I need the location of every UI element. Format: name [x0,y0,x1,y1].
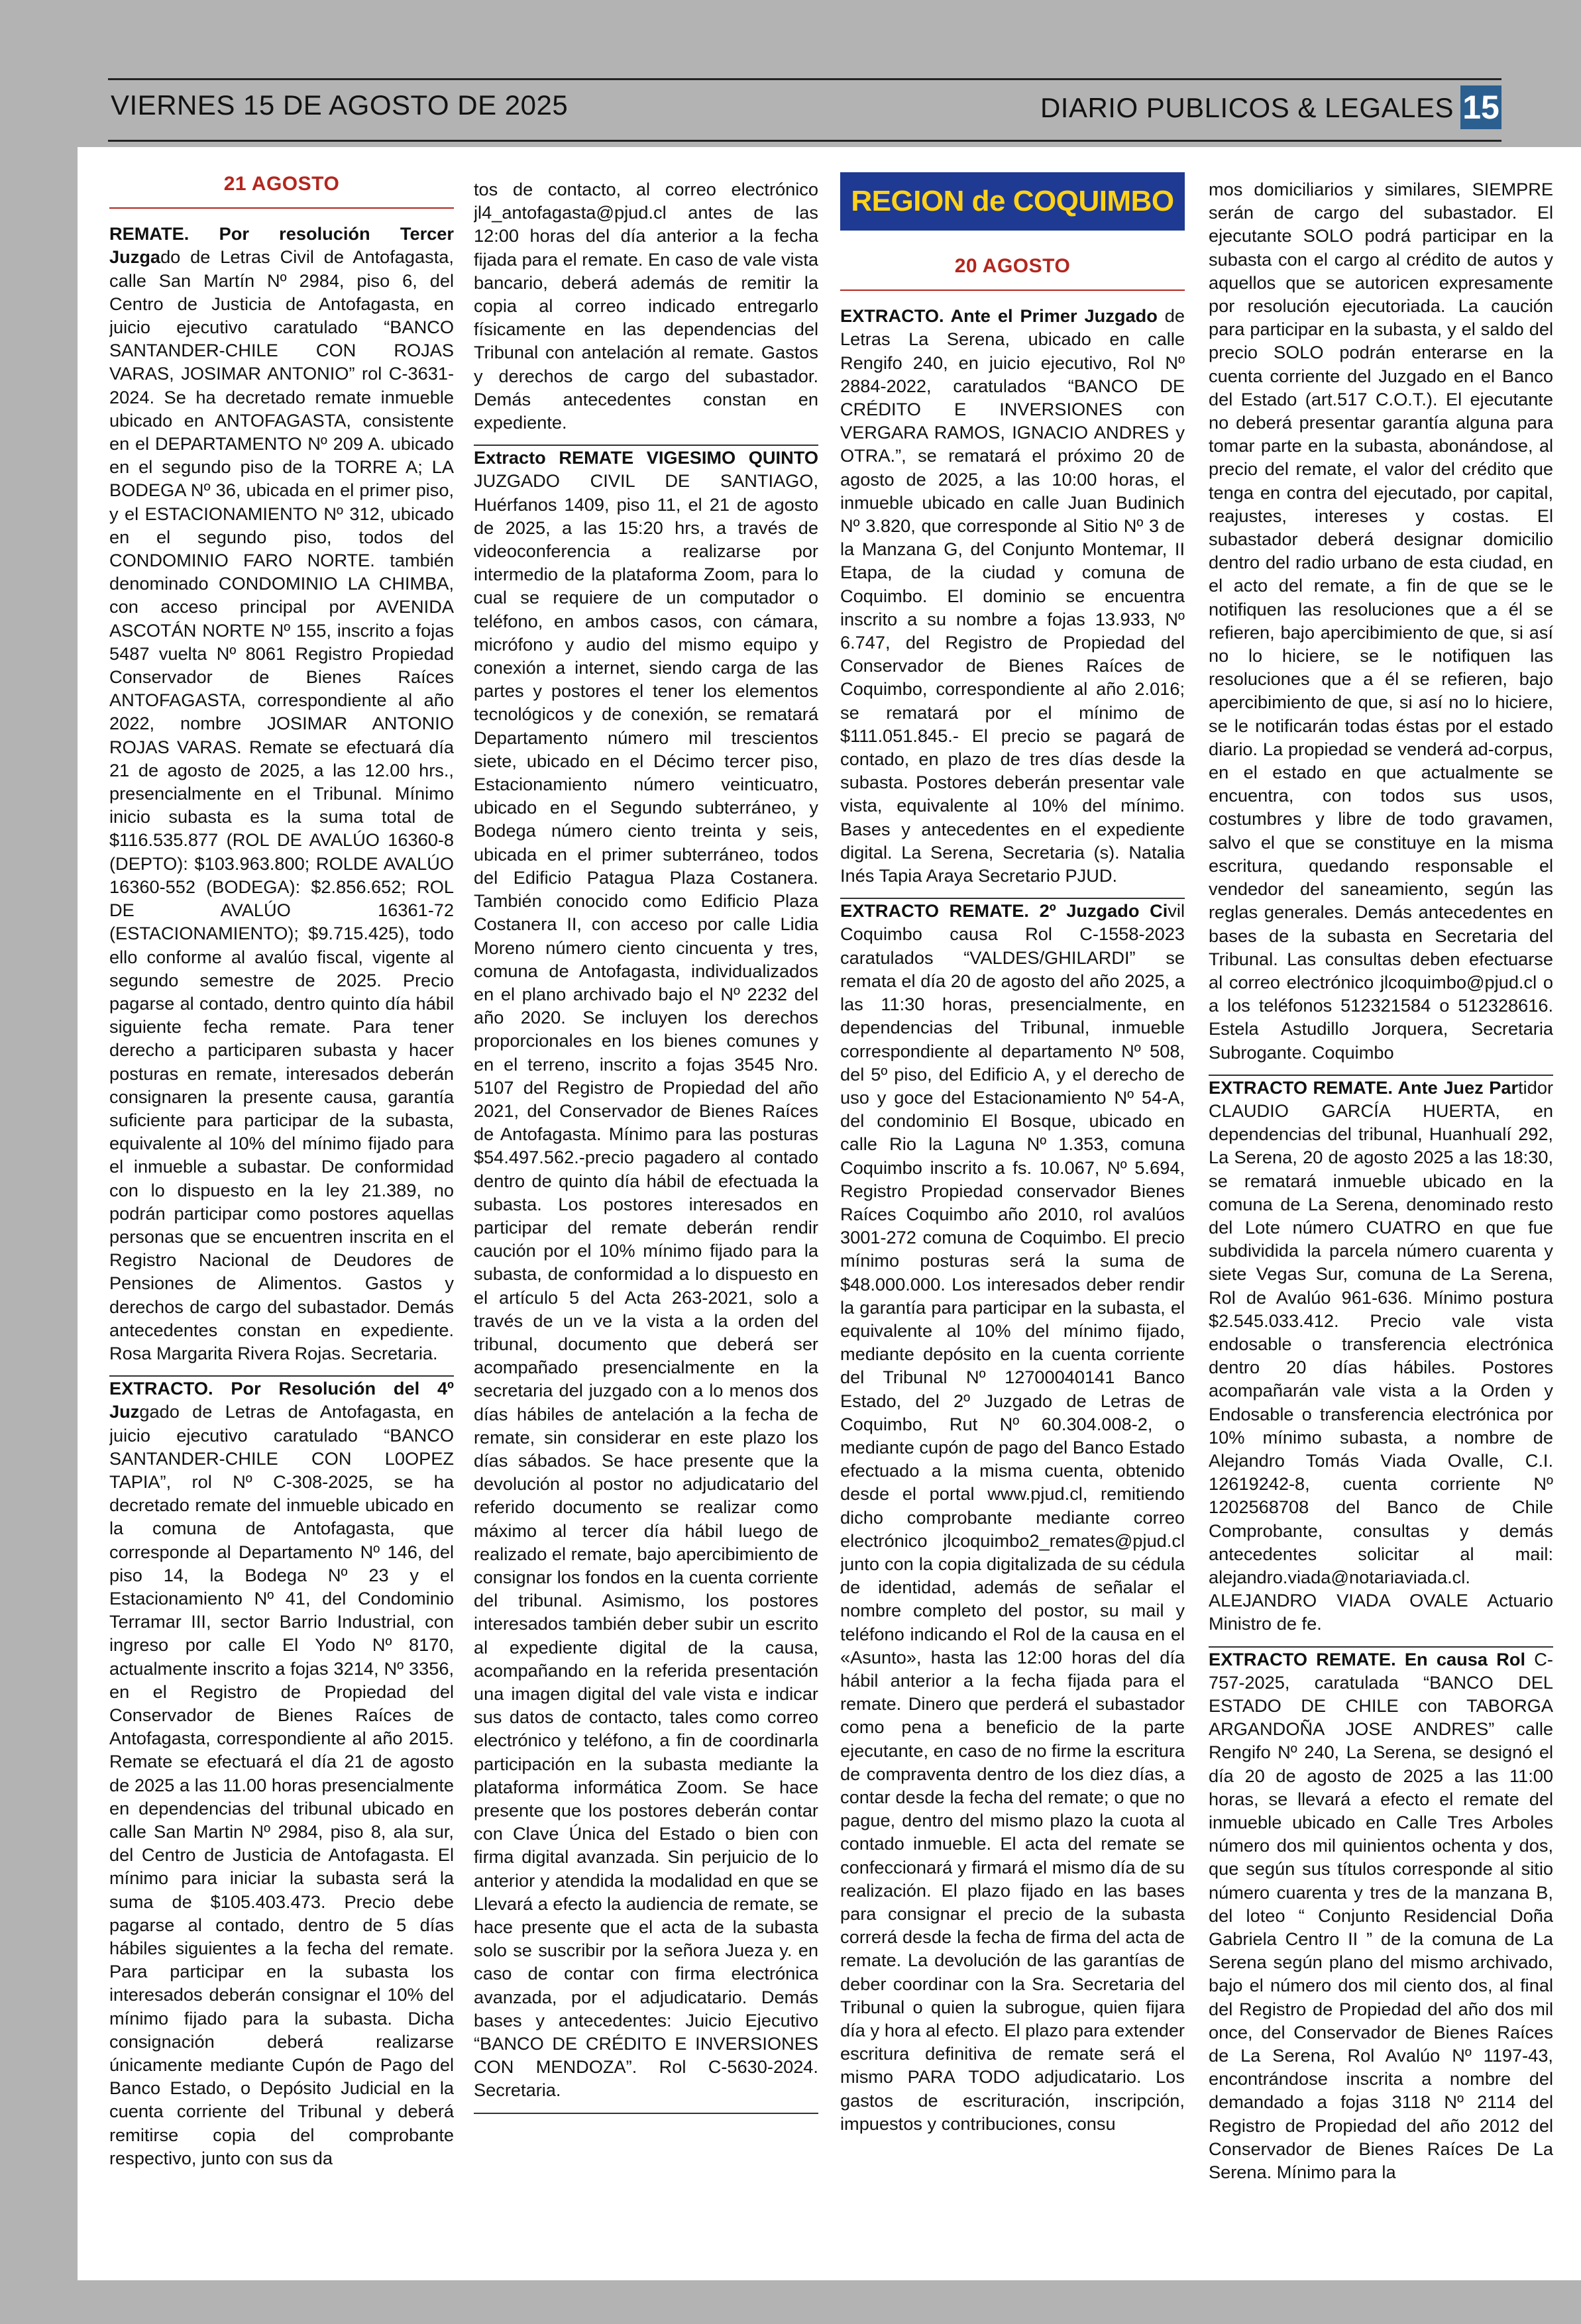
notice-body: do de Letras Civil de Antofagasta, calle San Martín Nº 2984, piso 6, del Centro de Justicia de Antofagasta, en juicio ejecutivo caratulado “BANCO SANTANDER-CHILE CON ROJAS VARAS, JOSIMAR ANTONIO” rol C-3631-2024. Se ha decretado remate inmueble ubicado en ANTOFAGASTA, consistente en el DEPARTAMENTO Nº 209 A. ubicado en el segundo piso de la TORRE A; LA BODEGA Nº 36, ubicada en el primer piso, y el ESTACIONAMIENTO Nº 312, ubicado en el segundo piso, todos del CONDOMINIO FARO NORTE. también denominado CONDOMINIO LA CHIMBA, con acceso principal por AVENIDA ASCOTÁN NORTE Nº 155, inscrito a fojas 5487 vuelta Nº 8061 Registro Propiedad Conservador de Bienes Raíces ANTOFAGASTA, correspondiente al año 2022, nombre JOSIMAR ANTONIO ROJAS VARAS. Remate se efectuará día 21 de agosto de 2025, a las 12.00 hrs., presencialmente en el Tribunal. Mínimo inicio subasta es la suma total de $116.535.877 (ROL DE AVALÚO 16360-8 (DEPTO): $103.963.800; ROLDE AVALÚO 16360-552 (BODEGA): $2.856.652; ROL DE AVALÚO 16361-72 (ESTACIONAMIENTO); $9.715.425), todo ello conforme al avalúo fiscal, vigente al segundo semestre de 2025. Precio pagarse al contado, dentro quinto día hábil siguiente fecha remate. Para tener derecho a participaren subasta y hacer posturas en remate, interesados deberán consignaren la presente causa, garantía suficiente para participar de la subasta, equivalente al 10% del mínimo fijado para el inmueble a subastar. De conformidad con lo dispuesto en la ley 21.389, no podrán participar como postores aquellas personas que se encuentren inscrita en el Registro Nacional de Deudores de Pensiones de Alimentos. Gastos y derechos de cargo del subastador. Demás antecedentes constan en expediente. Rosa Margarita Rivera Rojas. Secretaria. [109,246,454,1363]
column-2 [474,178,818,2278]
column-4 [1209,178,1553,2278]
notice-lead: EXTRACTO REMATE. En causa Rol [1209,1648,1526,1669]
notice-body: tos de contacto, al correo electrónico jl4_antofagasta@pjud.cl antes de las 12:00 horas del día anterior a la fecha fijada para el remate. En caso de vale vista bancario, deberá además de remitir la copia al correo indicado entregarlo físicamente en las dependencias del Tribunal con antelación aI remate. Gastos y derechos de cargo del subastador. Demás antecedentes constan en expediente. [474,179,818,433]
notice-lead: Extracto REMATE VIGESIMO QUINTO [474,447,818,468]
date-heading: 21 AGOSTO [109,172,454,209]
legal-notice [840,304,1185,899]
region-banner: REGION de COQUIMBO [840,172,1185,231]
notice-lead: EXTRACTO REMATE. Ante Juez Par [1209,1077,1519,1098]
notice-body: C-757-2025, caratulada “BANCO DEL ESTADO DE CHILE con TABORGA ARGANDOÑA JOSE ANDRES” calle Rengifo Nº 240, La Serena, se designó el día 20 de agosto de 2025 a las 11:00 horas, se llevará a efecto el remate del inmueble ubicado en Calle Tres Arboles número dos mil quinientos ochenta y dos, que según sus títulos corresponde al sitio número cuarenta y tres de la manzana B, del loteo “ Conjunto Residencial Doña Gabriela Centro II ” de la comuna de La Serena según plano del mismo archivado, bajo el número dos mil ciento dos, al final del Registro de Propiedad del año dos mil once, del Conservador de Bienes Raíces de La Serena, Rol Avalúo Nº 1197-43, encontrándose inscrita a nombre del demandado a fojas 3118 Nº 2114 del Registro de Propiedad del año 2012 del Conservador de Bienes Raíces De La Serena. Mínimo para la [1209,1648,1553,2183]
legal-notice [840,899,1185,2146]
column-3 [840,172,1185,2272]
legal-notice [109,1377,454,2180]
notice-lead: REMATE. Por resolución Tercer Juzga [109,223,454,268]
column-1 [109,172,454,2272]
legal-notice [1209,1648,1553,2195]
notice-body: gado de Letras de Antofagasta, en juicio ejecutivo caratulado “BANCO SANTANDER-CHILE CON L0OPEZ TAPIA”, rol Nº C-308-2025, se ha decretado remate del inmueble ubicado en la comuna de Antofagasta, que corresponde al Departamento Nº 146, del piso 14, la Bodega Nº 23 y el Estacionamiento Nº 41, del Condominio Terramar III, sector Barrio Industrial, con ingreso por calle El Yodo Nº 8170, actualmente inscrito a fojas 3214, Nº 3356, en el Registro de Propiedad del Conservador de Bienes Raíces de Antofagasta, correspondiente al año 2015. Remate se efectuará el día 21 de agosto de 2025 a las 11.00 horas presencialmente en dependencias del tribunal ubicado en calle San Martin Nº 2984, piso 8, ala sur, del Centro de Justicia de Antofagasta. El mínimo para iniciar la subasta será la suma de $105.403.473. Precio debe pagarse al contado, dentro de 5 días hábiles siguientes a la fecha del remate. Para participar en la subasta los interesados deberán consignar el 10% del mínimo fijado para la subasta. Dicha consignación deberá realizarse únicamente mediante Cupón de Pago del Banco Estado, o Depósito Judicial en la cuenta corriente del Tribunal y deberá remitirse copia del comprobante respectivo, junto con sus da [109,1401,454,2168]
notice-lead: EXTRACTO REMATE. 2º Juzgado Ci [840,900,1168,922]
page-header [108,78,1501,142]
notice-body: tidor CLAUDIO GARCÍA HUERTA, en dependencias del tribunal, Huanhualí 292, La Serena, 20 de agosto 2025 a las 18:30, se rematará inmueble ubicado en la comuna de La Serena, denominado resto del Lote número CUATRO en que fue subdividida la parcela número cuarenta y siete Vegas Sur, comuna de La Serena, Rol de Avalúo 961-636. Mínimo postura $2.545.033.412. Precio vale vista endosable o transferencia electrónica dentro 20 días hábiles. Postores acompañarán vale vista a la Orden y Endosable o transferencia electrónica por 10% mínimo subasta, a nombre de Alejandro Tomás Viada Ovalle, C.I. 12619242-8, cuenta corriente Nº 1202568708 del Banco de Chile Comprobante, consultas y demás antecedentes solicitar al mail: alejandro.viada@notariaviada.cl. ALEJANDRO VIADA OVALE Actuario Ministro de fe. [1209,1077,1553,1634]
notice-body: de Letras La Serena, ubicado en calle Rengifo 240, en juicio ejecutivo, Rol Nº 2884-2022, caratulados “BANCO DE CRÉDITO E INVERSIONES con VERGARA RAMOS, IGNACIO ANDRES y OTRA.”, se rematará el próximo 20 de agosto de 2025, a las 10:00 horas, el inmueble ubicado en calle Juan Budinich Nº 3.820, que corresponde al Sitio Nº 3 de la Manzana G, del Conjunto Montemar, II Etapa, de la ciudad y comuna de Coquimbo. El dominio se encuentra inscrito a su nombre a fojas 13.933, Nº 6.747, del Registro de Propiedad del Conservador de Bienes Raíces de Coquimbo, correspondiente al año 2.016; se rematará por el mínimo de $111.051.845.- El precio se pagará de contado, en plazo de tres días desde la subasta. Postores deberán presentar vale vista, equivalente al 10% del mínimo. Bases y antecedentes en el expediente digital. La Serena, Secretaria (s). Natalia Inés Tapia Araya Secretario PJUD. [840,305,1185,886]
legal-notice [474,446,818,2113]
notice-body: JUZGADO CIVIL DE SANTIAGO, Huérfanos 1409, piso 11, el 21 de agosto de 2025, a las 15:20 hrs, a través de videoconferencia a realizarse por intermedio de la plataforma Zoom, para lo cual se requiere de un computador o teléfono, en ambos casos, con cámara, micrófono y audio del mismo equipo y conexión a internet, siendo carga de las partes y postores el tener los elementos tecnológicos y de conexión, se rematará Departamento número mil trescientos siete, ubicado en el Décimo tercer piso, Estacionamiento número veinticuatro, ubicado en el Segundo subterráneo, y Bodega número ciento treinta y seis, ubicada en el primer subterráneo, todos del Edificio Patagua Plaza Costanera. También conocido como Edificio Plaza Costanera II, con acceso por calle Lidia Moreno número ciento cincuenta y tres, comuna de Antofagasta, individualizados en el plano archivado bajo el Nº 2232 del año 2020. Se incluyen los derechos proporcionales en los bienes comunes y en el terreno, inscrito a fojas 3545 Nro. 5107 del Registro de Propiedad del año 2021, del Conservador de Bienes Raíces de Antofagasta. Mínimo para las posturas $54.497.562.-precio pagadero al contado dentro de quinto día hábil de efectuada la subasta. Los postores interesados en participar del remate deberán rendir caución por el 10% mínimo fijado para la subasta, de conformidad a lo dispuesto en el artículo 5 del Acta 263-2021, solo a través de un ve la vista a la orden del tribunal, documento que deberá ser acompañado presencialmente en la secretaria del juzgado con a lo menos dos días hábiles de antelación a la fecha de remate, sin considerar en este plazo los días sábados. Se hace presente que la devolución al postor no adjudicatario del referido documento se realizar como máximo al tercer día hábil luego de realizado el remate, bajo apercibimiento de consignar los fondos en la cuenta corriente del tribunal. Asimismo, los postores interesados también deber subir un escrito al expediente digital de la causa, acompañando en la referida presentación una imagen digital del vale vista e indicar sus datos de contacto, tales como correo electrónico y teléfono, a fin de coordinarla participación en la subasta mediante la plataforma informática Zoom. Se hace presente que los postores deberán contar con Clave Única del Estado o bien con firma digital avanzada. Sin perjuicio de lo anterior y atendida la modalidad en que se Llevará a efecto la audiencia de remate, se hace presente que el acta de la subasta solo se suscribir por la señora Jueza y. en caso de contar con firma electrónica avanzada, por el adjudicatario. Demás bases y antecedentes: Juicio Ejecutivo “BANCO DE CRÉDITO E INVERSIONES CON MENDOZA”. Rol C-5630-2024. Secretaria. [474,470,818,2101]
notice-lead: EXTRACTO. Por Resolución del 4º Juz [109,1378,454,1422]
notice-lead: EXTRACTO. Ante el Primer Juzgado [840,305,1158,327]
legal-notice [474,178,818,446]
notice-body: mos domiciliarios y similares, SIEMPRE serán de cargo del subastador. El ejecutante SOLO podrá participar en la subasta con el cargo al crédito de autos y aquellos que se autoricen expresamente por resolución ejecutoriada. La caución para participar en la subasta, y el saldo del precio SOLO podrán enterarse en la cuenta corriente del Juzgado en el Banco del Estado (art.517 C.O.T.). El ejecutante no deberá presentar garantía alguna para tomar parte en la subasta, abonándose, al precio del remate, el valor del crédito que tenga en contra del ejecutado, por capital, reajustes, intereses y costas. El subastador deberá designar domicilio dentro del radio urbano de esta ciudad, en el acto del remate, a fin de que se le notifiquen las resoluciones que a él se refieren, bajo apercibimiento de que, si así no lo hiciere, se le notifiquen las resoluciones que a él se refieren, bajo apercibimiento de que, si así no lo hiciere, se le notificarán todas éstas por el estado diario. La propiedad se venderá ad-corpus, en el estado en que actualmente se encuentra, con todos sus usos, costumbres y libre de todo gravamen, salvo el que se constituye en la misma escritura, quedando responsable el vendedor del saneamiento, según las reglas generales. Demás antecedentes en bases de la subasta en Secretaria del Tribunal. Las consultas deben efectuarse al correo electrónico jlcoquimbo@pjud.cl o a los teléfonos 512321584 o 512328616. Estela Astudillo Jorquera, Secretaria Subrogante. Coquimbo [1209,179,1553,1063]
publication-name: DIARIO PUBLICOS & LEGALES [1040,92,1454,123]
page-number-badge: 15 [1460,85,1501,129]
notice-body: vil Coquimbo causa Rol C-1558-2023 caratulados “VALDES/GHILARDI” se remata el día 20 de agosto del año 2025, a las 11:30 horas, presencialmente, en dependencias del Tribunal, inmueble correspondiente al departamento Nº 508, del 5º piso, del Edificio A, y el derecho de uso y goce del Estacionamiento Nº 54-A, del condominio El Bosque, ubicado en calle Rio la Laguna Nº 1.353, comuna Coquimbo inscrito a fs. 10.067, Nº 5.694, Registro Propiedad conservador Bienes Raíces Coquimbo año 2010, rol avalúos 3001-272 comuna de Coquimbo. El precio mínimo posturas será la suma de $48.000.000. Los interesados deber rendir la garantía para participar en la subasta, el equivalente al 10% del mínimo fijado, mediante depósito en la cuenta corriente del Tribunal Nº 12700040141 Banco Estado, del 2º Juzgado de Letras de Coquimbo, Rut Nº 60.304.008-2, o mediante cupón de pago del Banco Estado efectuado a la misma cuenta, obtenido desde el portal www.pjud.cl, remitiendo dicho comprobante mediante correo electrónico jlcoquimbo2_remates@pjud.cl junto con la copia digitalizada de su cédula de identidad, además de señalar el nombre completo del postor, su mail y teléfono indicando el Rol de la causa en el «Asunto», hasta las 12:00 horas del día hábil anterior a la fecha fijada para el remate. Dinero que perderá el subastador como pena a beneficio de la parte ejecutante, en caso de no firme la escritura de compraventa dentro de los diez días, a contar desde la fecha del remate; o que no pague, dentro del mismo plazo la cuota al contado inmueble. El acta del remate se confeccionará y firmará el mismo día de su realización. El plazo fijado en las bases para consignar el precio de la subasta correrá desde la fecha de firma del acta de remate. La devolución de las garantías de deber coordinar con la Sra. Secretaria del Tribunal o quien la subrogue, quien fijara día y hora al efecto. El plazo para extender escritura definitiva de remate será el mismo PARA TODO adjudicatario. Los gastos de escrituración, inscripción, impuestos y contribuciones, consu [840,900,1185,2134]
legal-notice [1209,1076,1553,1648]
issue-date: VIERNES 15 DE AGOSTO DE 2025 [111,89,569,121]
legal-notice [109,222,454,1377]
date-heading: 20 AGOSTO [840,254,1185,291]
legal-notice [1209,178,1553,1076]
